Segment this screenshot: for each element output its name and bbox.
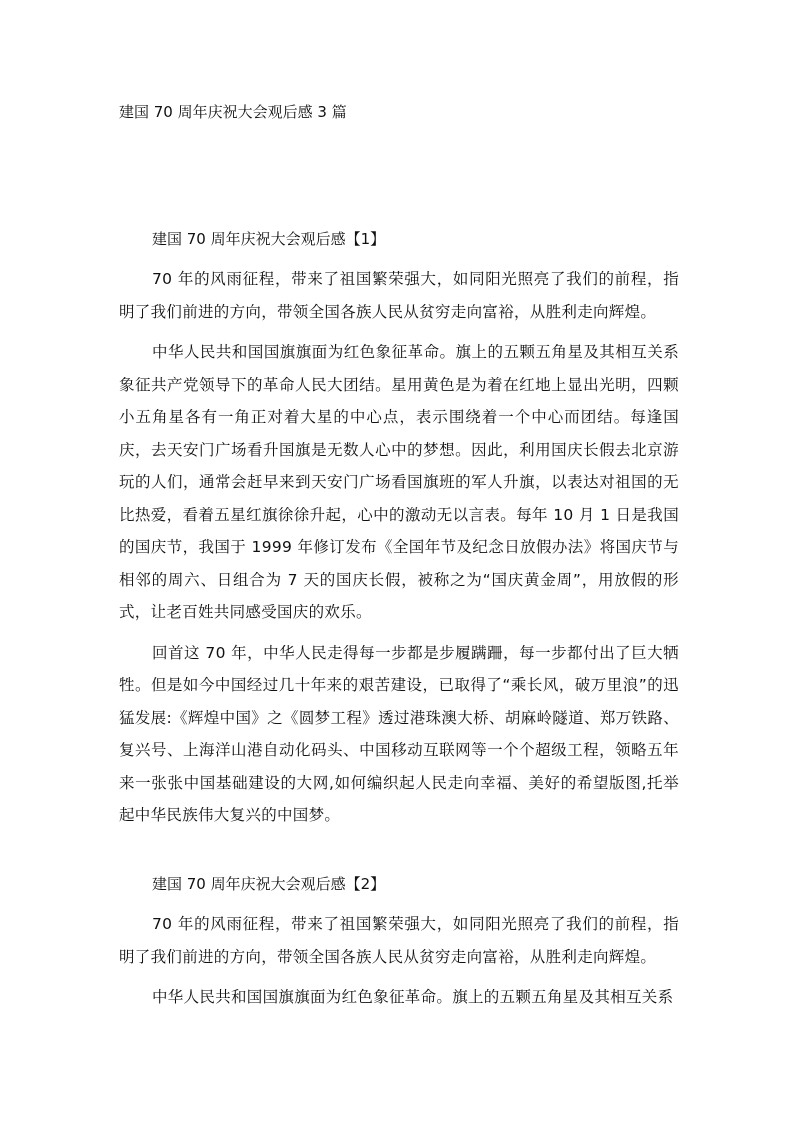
essay-section-1 <box>119 229 679 840</box>
paragraph: 回首这 70 年，中华人民走得每一步都是步履蹒跚，每一步都付出了巨大牺牲。但是如今中国经过几十年来的艰苦建设，已取得了“乘长风，破万里浪”的迅猛发展:《辉煌中国》之《圆梦工程》透过港珠澳大桥、胡麻岭隧道、郑万铁路、复兴号、上海洋山港自动化码头、中国移动互联网等一个个超级工程，领略五年来一张张中国基础建设的大网,如何编织起人民走向幸福、美好的希望版图,托举起中华民族伟大复兴的中国梦。 <box>119 643 679 824</box>
paragraph: 70 年的风雨征程，带来了祖国繁荣强大，如同阳光照亮了我们的前程，指明了我们前进的方向，带领全国各族人民从贫穷走向富裕，从胜利走向辉煌。 <box>119 915 679 966</box>
document-title: 建国 70 周年庆祝大会观后感 3 篇 <box>119 103 347 121</box>
essay-section-2 <box>119 874 679 1022</box>
section-heading: 建国 70 周年庆祝大会观后感【1】 <box>152 230 386 248</box>
paragraph: 中华人民共和国国旗旗面为红色象征革命。旗上的五颗五角星及其相互关系象征共产党领导下的革命人民大团结。星用黄色是为着在红地上显出光明，四颗小五角星各有一角正对着大星的中心点，表示围绕着一个中心而团结。每逢国庆，去天安门广场看升国旗是无数人心中的梦想。因此，利用国庆长假去北京游玩的人们，通常会赶早来到天安门广场看国旗班的军人升旗，以表达对祖国的无比热爱，看着五星红旗徐徐升起，心中的激动无以言表。每年 10 月 1 日是我国的国庆节，我国于 1999 年修订发布《全国年节及纪念日放假办法》将国庆节与相邻的周六、日组合为 7 天的国庆长假，被称之为“国庆黄金周”，用放假的形式，让老百姓共同感受国庆的欢乐。 <box>119 343 679 621</box>
paragraph: 中华人民共和国国旗旗面为红色象征革命。旗上的五颗五角星及其相互关系 <box>152 988 674 1006</box>
paragraph: 70 年的风雨征程，带来了祖国繁荣强大，如同阳光照亮了我们的前程，指明了我们前进的方向，带领全国各族人民从贫穷走向富裕，从胜利走向辉煌。 <box>119 270 679 321</box>
section-heading: 建国 70 周年庆祝大会观后感【2】 <box>152 875 386 893</box>
